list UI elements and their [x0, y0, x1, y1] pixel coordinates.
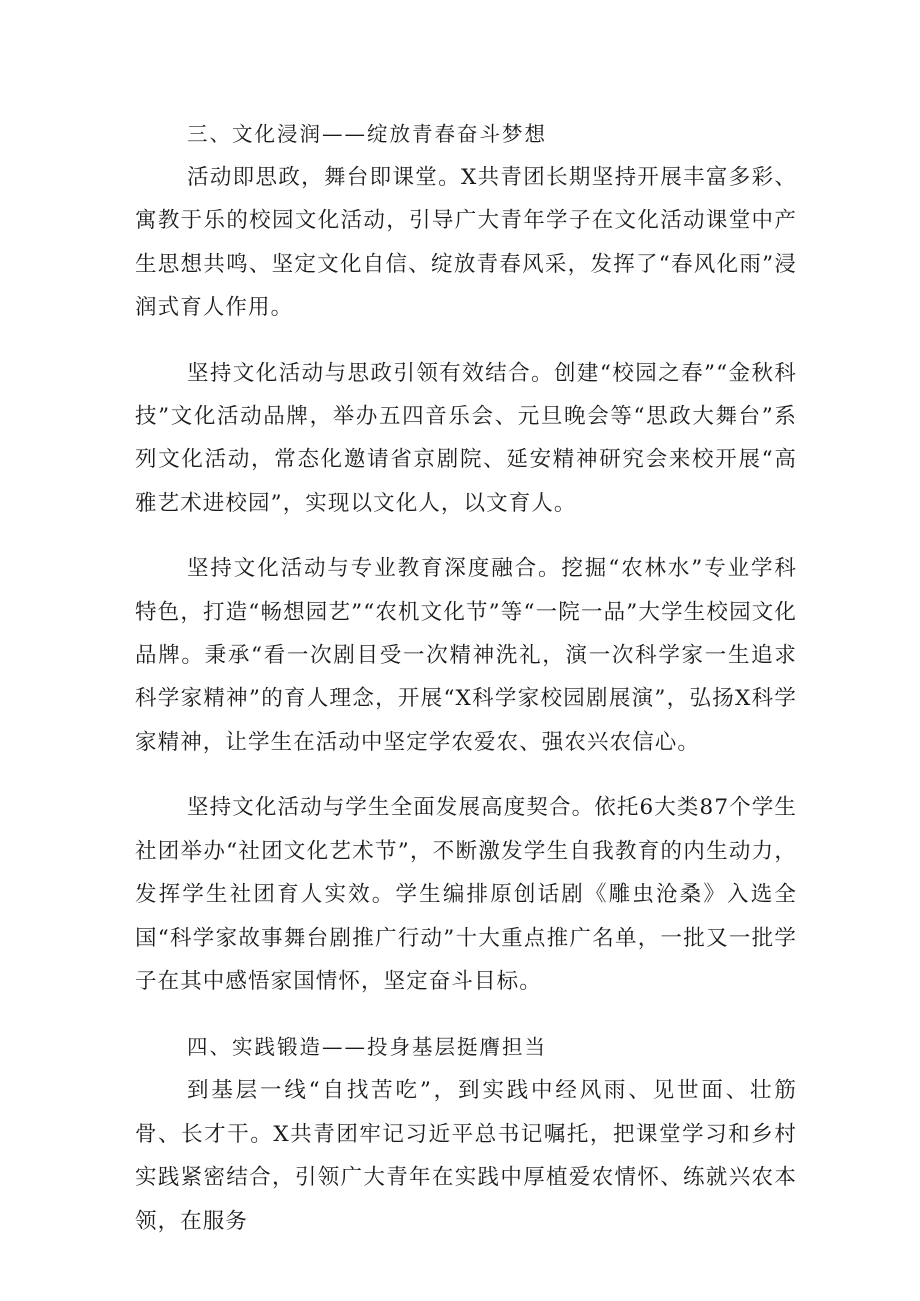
- paragraph: 到基层一线“自找苦吃”，到实践中经风雨、见世面、壮筋骨、长才干。X共青团牢记习近平总书记嘱托，把课堂学习和乡村实践紧密结合，引领广大青年在实践中厚植爱农情怀、练就兴农本领，在服务: [135, 1078, 797, 1234]
- paragraph: 活动即思政，舞台即课堂。X共青团长期坚持开展丰富多彩、寓教于乐的校园文化活动，引导广大青年学子在文化活动课堂中产生思想共鸣、坚定文化自信、绽放青春风采，发挥了“春风化雨”浸润式育人作用。: [135, 165, 797, 321]
- paragraph: 坚持文化活动与学生全面发展高度契合。依托6大类87个学生社团举办“社团文化艺术节”，不断激发学生自我教育的内生动力，发挥学生社团育人实效。学生编排原创话剧《雕虫沧桑》入选全国“科学家故事舞台剧推广行动”十大重点推广名单，一批又一批学子在其中感悟家国情怀，坚定奋斗目标。: [135, 795, 797, 994]
- section-heading-4: 四、实践锻造——投身基层挺膺担当: [187, 1035, 547, 1060]
- paragraph: 坚持文化活动与专业教育深度融合。挖掘“农林水”专业学科特色，打造“畅想园艺”“农机文化节”等“一院一品”大学生校园文化品牌。秉承“看一次剧目受一次精神洗礼，演一次科学家一生追求科学家精神”的育人理念，开展“X科学家校园剧展演”，弘扬X科学家精神，让学生在活动中坚定学农爱农、强农兴农信心。: [135, 556, 797, 755]
- section-heading-3: 三、文化浸润——绽放青春奋斗梦想: [187, 122, 547, 146]
- paragraph: 坚持文化活动与思政引领有效结合。创建“校园之春”“金秋科技”文化活动品牌，举办五四音乐会、元旦晚会等“思政大舞台”系列文化活动，常态化邀请省京剧院、延安精神研究会来校开展“高雅艺术进校园”，实现以文化人，以文育人。: [135, 360, 797, 516]
- document-body: [135, 112, 797, 1243]
